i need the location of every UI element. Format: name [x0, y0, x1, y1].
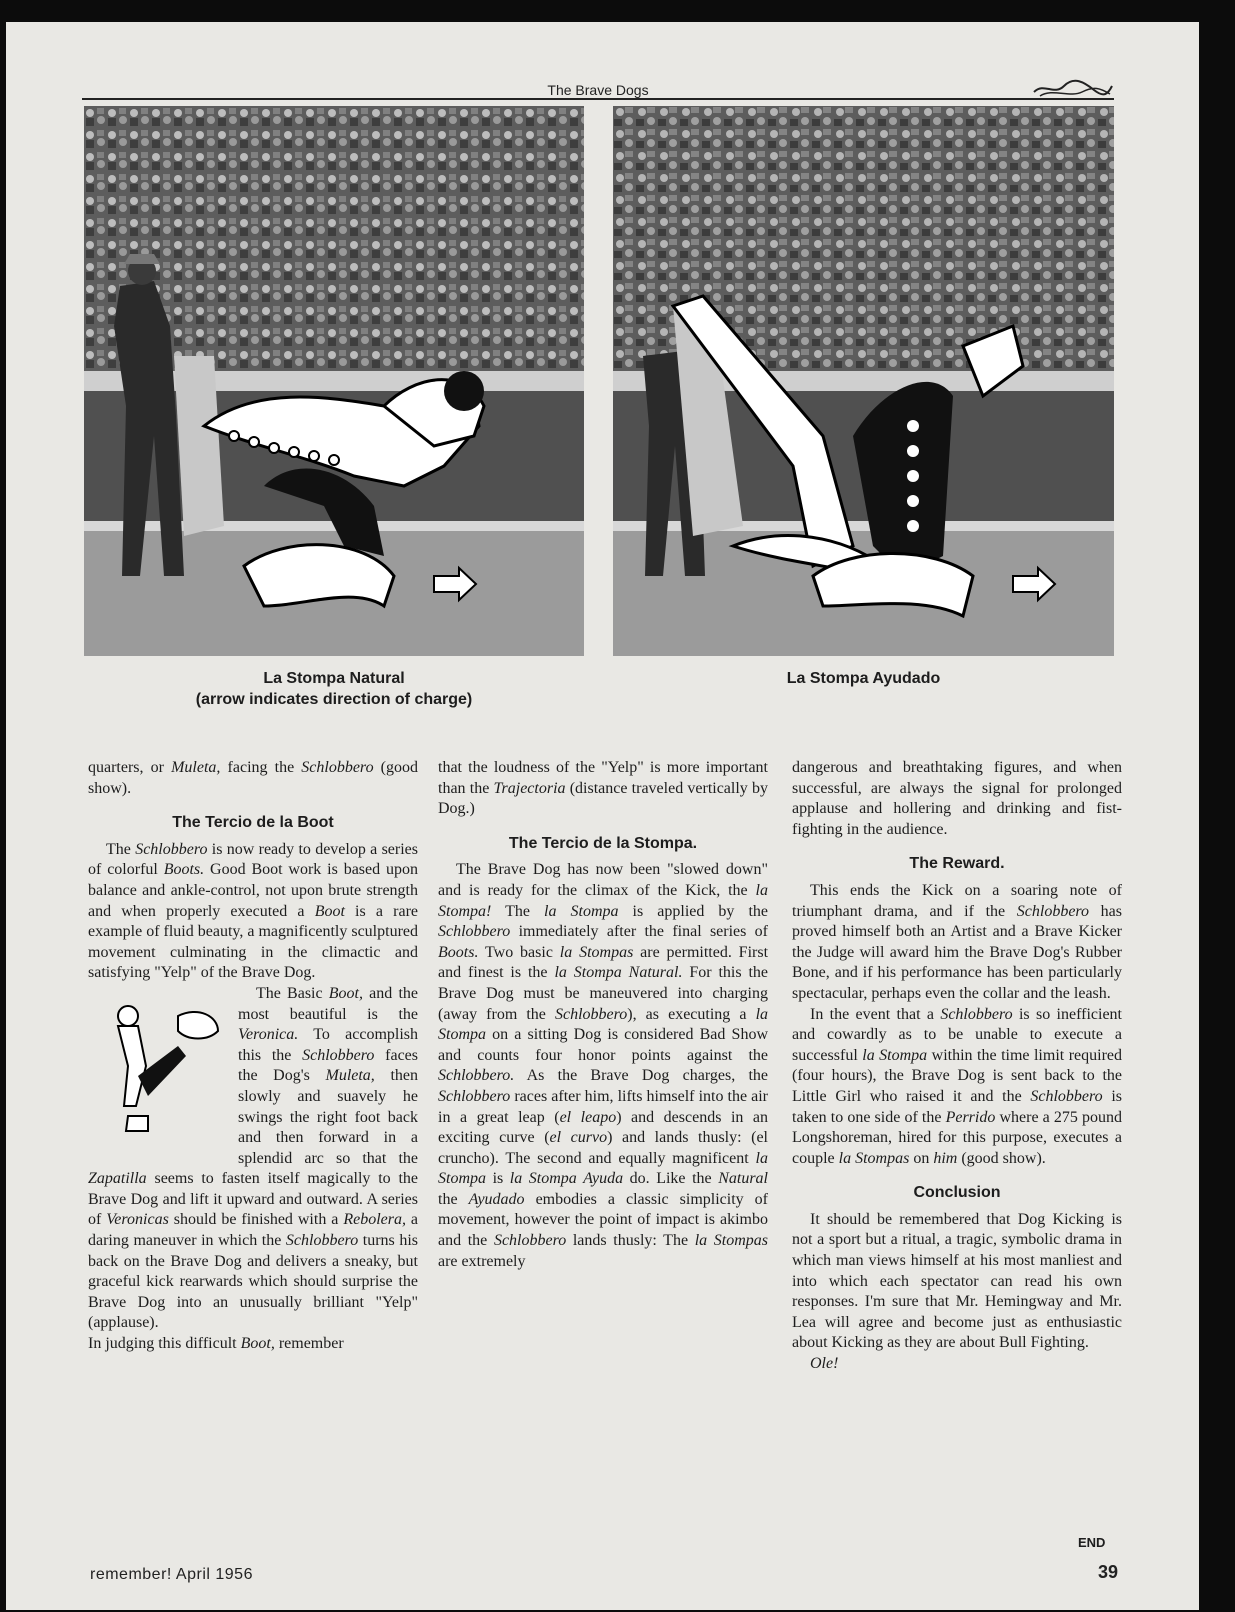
logo-mark — [1030, 78, 1114, 100]
paragraph: quarters, or Muleta, facing the Schlobbero (good show). — [88, 759, 419, 797]
paragraph: In the event that a Schlobbero is so inefficient and cowardly as to be unable to execute a successful la Stompa within the time limit required (four hours), the Brave Dog is sent back to the Little Girl who raised it and the Schlobbero is taken to one side of the Perrido where a 275 pound Longshoreman, hired for this purpose, executes a couple la Stompas on him (good show). — [792, 1005, 1123, 1167]
header-title: The Brave Dogs — [547, 82, 649, 98]
caption-note: (arrow indicates direction of charge) — [195, 691, 473, 708]
page-header — [82, 52, 1114, 100]
paragraph: The Basic Boot, and the most beautiful is the Veronica. To accomplish this the Schlobbero faces the Dog's Muleta, then slowly and suavely he swings the right foot back and then forward in a splendid arc so that the Zapatilla seems to fasten itself magically to the Brave Dog and lift it upward and outward. A series of Veronicas should be finished with a Rebolera, a daring maneuver in which the Schlobbero turns his back on the Brave Dog and delivers a sneaky, but graceful kick rearwards which should surprise the Brave Dog into an unusually brilliant "Yelp" (applause). — [88, 984, 419, 1332]
page-footer — [90, 1562, 1118, 1590]
paragraph: The Schlobbero is now ready to develop a series of colorful Boots. Good Boot work is based upon balance and ankle-control, not upon brute strength and when properly executed a Boot is a rare example of fluid beauty, a magnificently sculptured movement culminating in the climactic and satisfying "Yelp" of the Brave Dog. — [88, 840, 418, 982]
paragraph: that the loudness of the "Yelp" is more important than the Trajectoria (distance traveled vertically by Dog.) — [438, 759, 769, 818]
paragraph: In judging this difficult Boot, remember — [88, 1335, 344, 1353]
paragraph: dangerous and breathtaking figures, and when successful, are always the signal for prolonged applause and hollering and drinking and fist-fighting in the audience. — [792, 759, 1122, 838]
illustration-veronica — [88, 986, 228, 1146]
text-column-2 — [438, 758, 768, 1272]
caption-la-stompa-ayudado — [613, 668, 1114, 689]
photo-la-stompa-ayudado — [613, 106, 1114, 656]
end-mark: END — [1078, 1535, 1106, 1550]
photo-la-stompa-ayudado-art — [613, 106, 1114, 656]
magazine-page — [6, 22, 1199, 1610]
section-heading: The Tercio de la Stompa. — [508, 834, 698, 852]
photo-la-stompa-natural — [84, 106, 584, 656]
paragraph: It should be remembered that Dog Kicking is not a sport but a ritual, a tragic, symbolic drama in which man views himself at his most manliest and into which each spectator can read his own responses. I'm sure that Mr. Hemingway and Mr. Lea will agree and become just as enthusiastic about Kicking as they are about Bull Fighting. — [792, 1210, 1122, 1352]
text-column-1 — [88, 758, 418, 1355]
section-heading: Conclusion — [913, 1184, 1001, 1202]
section-heading: The Tercio de la Boot — [172, 814, 334, 832]
paragraph: This ends the Kick on a soaring note of triumphant drama, and if the Schlobbero has proved himself both an Artist and a Brave Kicker the Judge will award him the Brave Dog's Rubber Bone, and if his performance has been particularly spectacular, perhaps even the collar and the leash. — [792, 881, 1123, 1002]
caption-la-stompa-natural — [84, 668, 584, 710]
photo-la-stompa-natural-art — [84, 106, 584, 656]
page-number: 39 — [1097, 1562, 1118, 1582]
paragraph-closing: Ole! — [810, 1355, 839, 1373]
paragraph: The Brave Dog has now been "slowed down" and is ready for the climax of the Kick, the la Stompa! The la Stompa is applied by the Schlobbero immediately after the final series of Boots. Two basic la Stompas are permitted. First and finest is the la Stompa Natural. For this the Brave Dog must be maneuvered into charging (away from the Schlobbero), as executing a la Stompa on a sitting Dog is considered Bad Show and counts four honor points against the Schlobbero. As the Brave Dog charges, the Schlobbero races after him, lifts himself into the air in a great leap (el leapo) and descends in an exciting curve (el curvo) and lands thusly: (el cruncho). The second and equally magnificent la Stompa is la Stompa Ayuda do. Like the Natural the Ayudado embodies a classic simplicity of movement, however the point of impact is akimbo and the Schlobbero lands thusly: The la Stompas are extremely — [438, 861, 769, 1270]
section-heading: The Reward. — [909, 855, 1005, 873]
text-column-3 — [792, 758, 1122, 1375]
caption-title: La Stompa Ayudado — [786, 670, 941, 687]
caption-title: La Stompa Natural — [263, 670, 405, 687]
magazine-issue: remember! April 1956 — [90, 1566, 253, 1583]
